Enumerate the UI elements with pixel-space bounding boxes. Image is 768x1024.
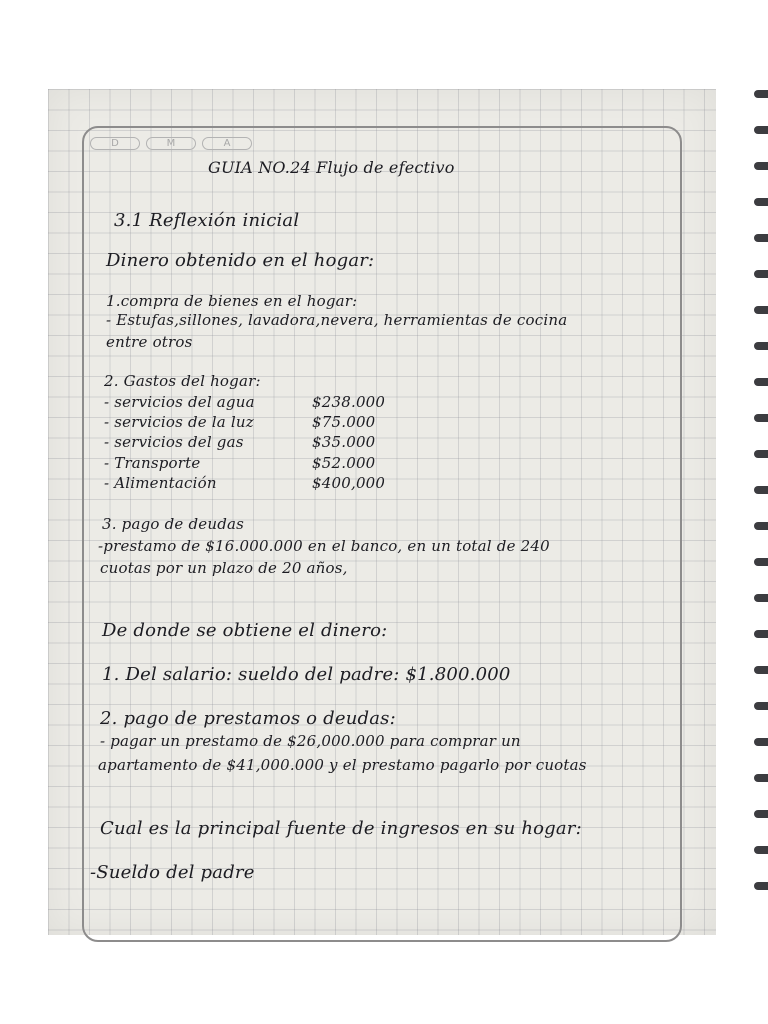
source-2-line-2: apartamento de $41,000.000 y el prestamo pagarlo por cuotas: [98, 756, 587, 774]
expense-label: - Transporte: [104, 454, 201, 472]
expense-label: - servicios de la luz: [104, 413, 254, 431]
heading-dinero-obtenido: Dinero obtenido en el hogar:: [106, 250, 375, 271]
source-1: 1. Del salario: sueldo del padre: $1.800.000: [102, 664, 511, 685]
item-1-line-2: entre otros: [106, 333, 193, 351]
expense-label: - servicios del gas: [104, 433, 244, 451]
expense-label: - servicios del agua: [104, 393, 255, 411]
date-tab-day: D: [90, 137, 140, 150]
heading-donde-se-obtiene: De donde se obtiene el dinero:: [102, 620, 388, 641]
answer: -Sueldo del padre: [90, 862, 255, 883]
item-3-line-1: -prestamo de $16.000.000 en el banco, en un total de 240: [98, 537, 550, 555]
page-title: GUIA NO.24 Flujo de efectivo: [208, 158, 455, 177]
heading-principal-fuente: Cual es la principal fuente de ingresos en su hogar:: [100, 818, 582, 839]
section-heading: 3.1 Reflexión inicial: [114, 210, 300, 231]
item-2-title: 2. Gastos del hogar:: [104, 372, 261, 390]
date-tab-year: A: [202, 137, 252, 150]
expense-amount: $35.000: [312, 433, 376, 451]
item-1-line-1: - Estufas,sillones, lavadora,nevera, herramientas de cocina: [106, 311, 568, 329]
expense-label: - Alimentación: [104, 474, 217, 492]
item-3-line-2: cuotas por un plazo de 20 años,: [100, 559, 348, 577]
spiral-binding: [754, 90, 768, 910]
date-tabs: [90, 134, 252, 152]
expense-amount: $400,000: [312, 474, 386, 492]
expense-amount: $75.000: [312, 413, 376, 431]
item-1-title: 1.compra de bienes en el hogar:: [106, 292, 358, 310]
date-tab-month: M: [146, 137, 196, 150]
source-2-line-1: - pagar un prestamo de $26,000.000 para comprar un: [100, 732, 521, 750]
source-2-title: 2. pago de prestamos o deudas:: [100, 708, 396, 729]
expense-amount: $238.000: [312, 393, 386, 411]
expense-amount: $52.000: [312, 454, 376, 472]
item-3-title: 3. pago de deudas: [102, 515, 245, 533]
